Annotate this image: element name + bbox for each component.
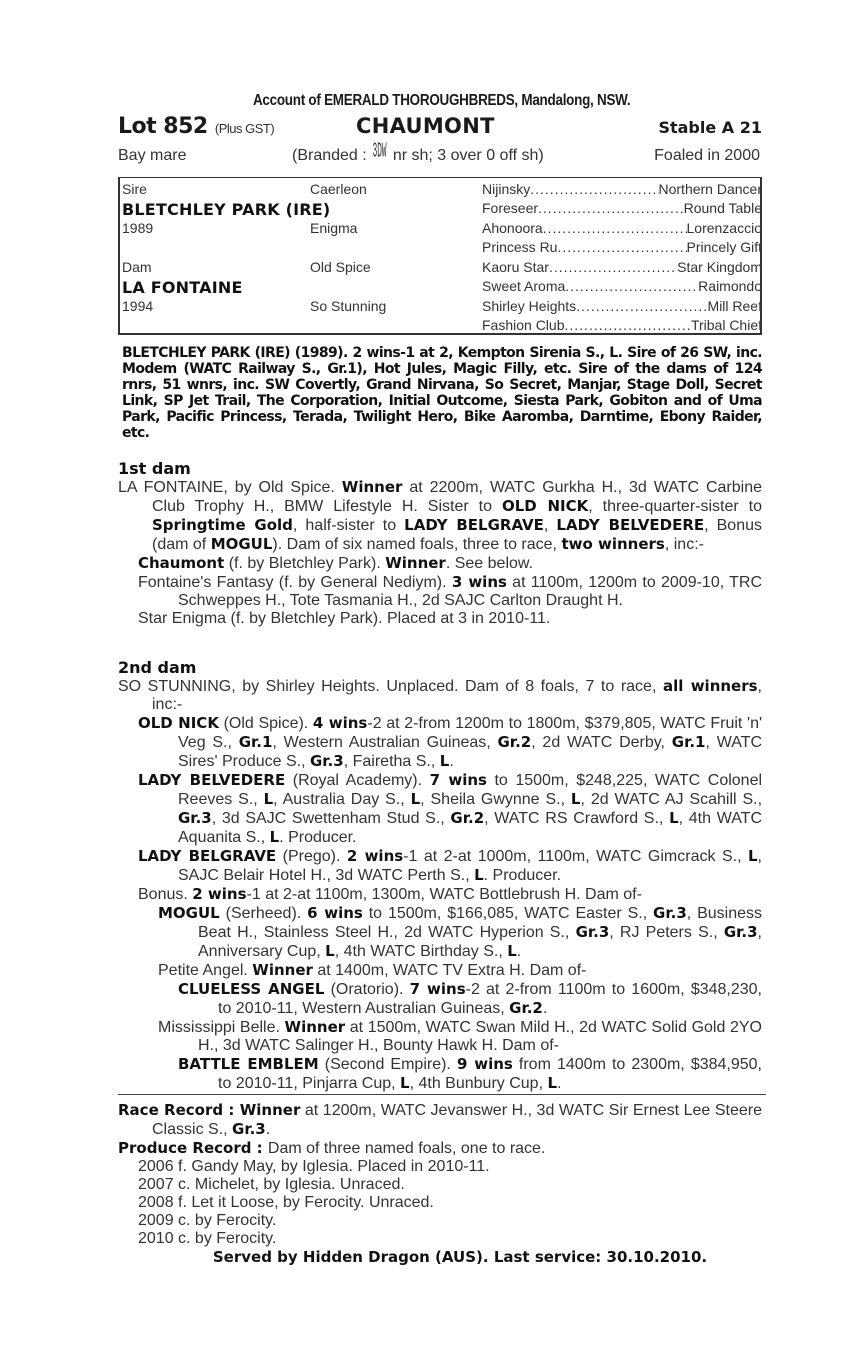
grade-badge: Gr.3 <box>178 809 212 827</box>
grade-badge: Gr.3 <box>723 923 758 941</box>
bold-text: Winner <box>239 1101 301 1119</box>
progeny-entry <box>138 573 762 610</box>
progeny-entry-petite-angel <box>158 961 762 980</box>
grade-badge: Gr.3 <box>653 904 687 922</box>
text: , Bonus (dam of <box>152 517 762 553</box>
dam-label: Dam <box>122 259 152 275</box>
progeny-entry-lady-belvedere <box>138 771 762 847</box>
produce-entry: 2008 f. Let it Loose, by Ferocity. Unraced. <box>138 1194 434 1211</box>
text: , Australia Day S., <box>273 791 411 808</box>
stable-location: Stable A 21 <box>658 118 762 137</box>
produce-record-label: Produce Record : <box>118 1139 268 1157</box>
bold-text: 7 wins <box>429 771 487 789</box>
text: , WATC RS Crawford S., <box>484 810 670 827</box>
text: , Western Australian Guineas, <box>272 734 498 751</box>
text: to 1500m, $166,085, WATC Easter S., <box>362 905 654 922</box>
text: (f. by Bletchley Park). Placed at 3 in 2010-11. <box>226 610 551 627</box>
text: (Serheed). <box>219 905 308 922</box>
leader-dots <box>538 200 684 219</box>
grade-badge: L <box>547 1074 558 1092</box>
bold-text: Winner <box>385 554 446 572</box>
ancestor-name: Foreseer <box>482 200 539 216</box>
bold-text: Winner <box>341 478 403 496</box>
produce-entry: 2009 c. by Ferocity. <box>138 1212 277 1229</box>
grade-badge: L <box>400 1074 410 1092</box>
vendor-account <box>118 92 766 110</box>
ancestor-name: Nijinsky <box>482 181 531 197</box>
text: LA FONTAINE, by Old Spice. <box>118 479 342 496</box>
text: (Prego). <box>276 848 347 865</box>
pedigree-line <box>482 298 762 317</box>
text: , half-sister to <box>292 517 405 534</box>
brand-suffix: nr sh; 3 over 0 off sh) <box>388 147 544 164</box>
text: (Second Empire). <box>318 1056 457 1073</box>
text: (Old Spice). <box>218 715 313 732</box>
ancestor-sire: Lorenzaccio <box>686 220 762 236</box>
bold-text: 6 wins <box>307 904 363 922</box>
first-dam-section <box>118 459 762 628</box>
grade-badge: L <box>325 942 335 960</box>
section-heading: 2nd dam <box>118 658 197 677</box>
text: . <box>516 943 522 960</box>
text: , 2d WATC AJ Scahill S., <box>580 791 763 808</box>
vendor-account-text: Account of EMERALD THOROUGHBREDS, Mandalong, NSW. <box>253 92 631 109</box>
bold-text: Winner <box>284 1018 346 1036</box>
text: Petite Angel. <box>158 962 253 979</box>
grade-badge: L <box>669 809 679 827</box>
progeny-entry-mississippi-belle <box>158 1018 762 1055</box>
text: at 1100m, 1200m to 2009-10, TRC Schweppes H., Tote Tasmania H., 2d SAJC Carlton Draught H. <box>178 574 763 609</box>
grade-badge: L <box>263 790 274 808</box>
text: at 1500m, WATC Swan Mild H., 2d WATC Solid Gold 2YO H., 3d WATC Salinger H., Bounty Hawk H. Dam of- <box>198 1019 762 1054</box>
ancestor-sire: Northern Dancer <box>658 181 762 197</box>
second-dam-description <box>118 677 762 714</box>
sire-label: Sire <box>122 181 147 197</box>
brand-info <box>292 140 544 165</box>
leader-dots <box>565 317 691 336</box>
section-divider <box>118 1094 766 1095</box>
progeny-entry-bonus <box>138 885 762 904</box>
progeny-entry-clueless-angel <box>178 980 762 1018</box>
text: , WATC Sires' Produce S., <box>178 734 763 770</box>
grade-badge: Gr.2 <box>509 999 543 1017</box>
progeny-entry <box>138 554 762 573</box>
ancestor-name: Princess Ru <box>482 239 558 255</box>
produce-entry: 2006 f. Gandy May, by Iglesia. Placed in 2010-11. <box>138 1158 490 1175</box>
progeny-entry-lady-belgrave <box>138 847 762 885</box>
text: . Producer. <box>483 867 562 884</box>
bold-text: 2 wins <box>346 847 404 865</box>
progeny-entry-mogul <box>158 904 762 961</box>
text: -2 at 2-from 1100m to 1600m, $348,230, to 2010-11, Western Australian Guineas, <box>218 981 763 1017</box>
bold-text: Winner <box>252 961 313 979</box>
text: -2 at 2-from 1200m to 1800m, $379,805, WATC Fruit 'n' Veg S., <box>178 715 763 751</box>
text: Dam of three named foals, one to race. <box>267 1140 546 1157</box>
ancestor-sire: Tribal Chief <box>690 317 762 333</box>
progeny-entry-old-nick <box>138 714 762 771</box>
progeny-name: BATTLE EMBLEM <box>178 1055 319 1073</box>
text: , Fairetha S., <box>343 753 440 770</box>
grade-badge: L <box>570 790 581 808</box>
grade-badge: Gr.2 <box>497 733 532 751</box>
progeny-name: CLUELESS ANGEL <box>178 980 325 998</box>
text: Mississippi Belle. <box>158 1019 285 1036</box>
progeny-name: Fontaine's Fantasy <box>138 574 274 591</box>
progeny-name: OLD NICK <box>138 714 219 732</box>
plus-gst: (Plus GST) <box>214 121 275 136</box>
text: , Business Beat H., Stainless Steel H., 2d WATC Hyperion S., <box>198 905 763 941</box>
bold-text: Springtime Gold <box>152 516 293 534</box>
pedigree-line <box>482 200 762 219</box>
ancestor-name: Shirley Heights <box>482 298 577 314</box>
bold-text: all winners <box>662 677 758 695</box>
pedigree-line <box>482 220 762 239</box>
text: , 4th Bunbury Cup, <box>409 1075 548 1092</box>
text: , 2d WATC Derby, <box>531 734 672 751</box>
ancestor-sire: Star Kingdom <box>677 259 762 275</box>
bold-text: MOGUL <box>210 535 273 553</box>
grade-badge: Gr.3 <box>232 1120 266 1138</box>
foaled-year: Foaled in 2000 <box>654 147 760 164</box>
bold-text: OLD NICK <box>501 497 589 515</box>
progeny-name: MOGUL <box>158 904 220 922</box>
text: , RJ Peters S., <box>609 924 724 941</box>
sire-name: BLETCHLEY PARK (IRE) <box>122 200 331 219</box>
dam-dam: So Stunning <box>310 298 387 314</box>
text: -1 at 2-at 1100m, 1300m, WATC Bottlebrush H. Dam of- <box>246 886 642 903</box>
lot-label: Lot 852 <box>118 114 208 139</box>
text: , 4th WATC Aquanita S., <box>178 810 763 846</box>
sire-sire: Caerleon <box>310 181 367 197</box>
grade-badge: L <box>269 828 280 846</box>
grade-badge: Gr.3 <box>310 752 344 770</box>
text: . See below. <box>445 555 534 572</box>
text: , inc:- <box>152 678 762 713</box>
dam-year: 1994 <box>122 298 154 314</box>
bold-text: two winners <box>561 535 665 553</box>
produce-entry: 2007 c. Michelet, by Iglesia. Unraced. <box>138 1176 405 1193</box>
text: . <box>542 1000 548 1017</box>
text: (f. by Bletchley Park). <box>224 555 386 572</box>
text: at 2200m, WATC Gurkha H., 3d WATC Carbine Club Trophy H., BMW Lifestyle H. Sister to <box>152 479 763 515</box>
dam-sire: Old Spice <box>310 259 371 275</box>
text: at 1200m, WATC Jevanswer H., 3d WATC Sir Ernest Lee Steere Classic S., <box>152 1102 762 1138</box>
text: to 1500m, $248,225, WATC Colonel Reeves S., <box>178 772 763 808</box>
pedigree-table <box>118 177 762 335</box>
grade-badge: L <box>410 790 421 808</box>
text: (f. by General Nediym). <box>273 574 452 591</box>
section-heading: 1st dam <box>118 459 191 478</box>
grade-badge: L <box>474 866 484 884</box>
pedigree-line <box>482 278 762 297</box>
sire-summary: BLETCHLEY PARK (IRE) (1989). 2 wins-1 at 2, Kempton Sirenia S., L. Sire of 26 SW, inc. Modem (WATC Railway S., Gr.1), Hot Jules, Magic Filly, etc. Sire of the dams of 124 rnrs, 51 wnrs, inc. SW Covertly, Grand Nirvana, So Secret, Manjar, Stage Doll, Secret Link, SP Jet Trail, The Corporation, Initial Outcome, Siesta Park, Gobiton and of Uma Park, Pacific Princess, Terada, Twilight Hero, Bike Aaromba, Darntime, Ebony Raider, etc. <box>122 345 762 441</box>
race-record-label: Race Record : <box>118 1101 240 1119</box>
leader-dots <box>576 298 707 317</box>
progeny-name: LADY BELVEDERE <box>138 771 286 789</box>
bold-text: 3 wins <box>451 573 507 591</box>
progeny-entry-battle-emblem <box>178 1055 762 1093</box>
produce-entry: 2010 c. by Ferocity. <box>138 1230 277 1247</box>
grade-badge: Gr.1 <box>238 733 273 751</box>
bold-text: LADY BELVEDERE <box>556 516 705 534</box>
leader-dots <box>549 259 677 278</box>
sire-dam: Enigma <box>310 220 358 236</box>
text: . <box>265 1121 271 1138</box>
produce-record <box>118 1139 762 1158</box>
text: Bonus. <box>138 886 193 903</box>
pedigree-line <box>482 259 762 278</box>
lot-number <box>118 114 274 139</box>
ancestor-sire: Mill Reef <box>707 298 762 314</box>
brand-prefix: (Branded : <box>292 147 372 164</box>
text: (Royal Academy). <box>285 772 430 789</box>
grade-badge: L <box>507 942 517 960</box>
text: , three-quarter-sister to <box>588 498 763 515</box>
text: , Sheila Gwynne S., <box>420 791 571 808</box>
progeny-entry <box>138 610 762 628</box>
ancestor-sire: Princely Gift <box>686 239 762 255</box>
dam-name: LA FONTAINE <box>122 278 243 297</box>
records-section <box>118 1101 762 1266</box>
text: at 1400m, WATC TV Extra H. Dam of- <box>312 962 587 979</box>
race-record <box>118 1101 762 1139</box>
sire-year: 1989 <box>122 220 154 236</box>
pedigree-line <box>482 239 762 258</box>
pedigree-line <box>482 181 762 200</box>
progeny-name: Star Enigma <box>138 610 227 627</box>
ancestor-name: Ahonoora <box>482 220 543 236</box>
pedigree-line <box>482 317 762 336</box>
progeny-name: LADY BELGRAVE <box>138 847 277 865</box>
text: from 1400m to 2300m, $384,950, to 2010-11, Pinjarra Cup, <box>218 1056 763 1092</box>
leader-dots <box>530 181 658 200</box>
text: , 3d SAJC Swettenham Stud S., <box>211 810 451 827</box>
bold-text: 2 wins <box>192 885 247 903</box>
ancestor-sire: Raimondo <box>698 278 762 294</box>
text: , <box>543 517 557 534</box>
second-dam-section <box>118 658 762 1093</box>
text: , inc:- <box>664 536 704 553</box>
text: . Producer. <box>279 829 357 846</box>
text: (Oratorio). <box>324 981 410 998</box>
ancestor-name: Fashion Club <box>482 317 565 333</box>
text: , 4th WATC Birthday S., <box>334 943 508 960</box>
bold-text: 9 wins <box>456 1055 513 1073</box>
first-dam-description <box>118 478 762 554</box>
text: . <box>557 1075 562 1092</box>
progeny-name: Chaumont <box>138 554 225 572</box>
text: -1 at 2-at 1000m, 1100m, WATC Gimcrack S., <box>403 848 748 865</box>
bold-text: LADY BELGRAVE <box>404 516 544 534</box>
bold-text: 4 wins <box>312 714 368 732</box>
text: , SAJC Belair Hotel H., 3d WATC Perth S., <box>178 848 762 884</box>
text: . <box>449 753 454 770</box>
service-note: Served by Hidden Dragon (AUS). Last service: 30.10.2010. <box>212 1248 708 1266</box>
leader-dots <box>543 220 687 239</box>
grade-badge: Gr.1 <box>671 733 706 751</box>
leader-dots <box>557 239 686 258</box>
grade-badge: Gr.2 <box>450 809 485 827</box>
grade-badge: Gr.3 <box>575 923 610 941</box>
text: , Anniversary Cup, <box>198 924 762 960</box>
leader-dots <box>565 278 698 297</box>
grade-badge: L <box>439 752 450 770</box>
horse-name: CHAUMONT <box>356 114 495 138</box>
text: SO STUNNING, by Shirley Heights. Unplaced. Dam of 8 foals, 7 to race, <box>118 678 663 695</box>
brand-mark-icon: 3DW <box>372 140 387 164</box>
ancestor-name: Kaoru Star <box>482 259 549 275</box>
ancestor-sire: Round Table <box>683 200 762 216</box>
grade-badge: L <box>747 847 758 865</box>
lot-header <box>118 114 766 140</box>
text: ). Dam of six named foals, three to race, <box>272 536 562 553</box>
colour-sex: Bay mare <box>118 147 187 164</box>
bold-text: 7 wins <box>409 980 466 998</box>
ancestor-name: Sweet Aroma <box>482 278 566 294</box>
